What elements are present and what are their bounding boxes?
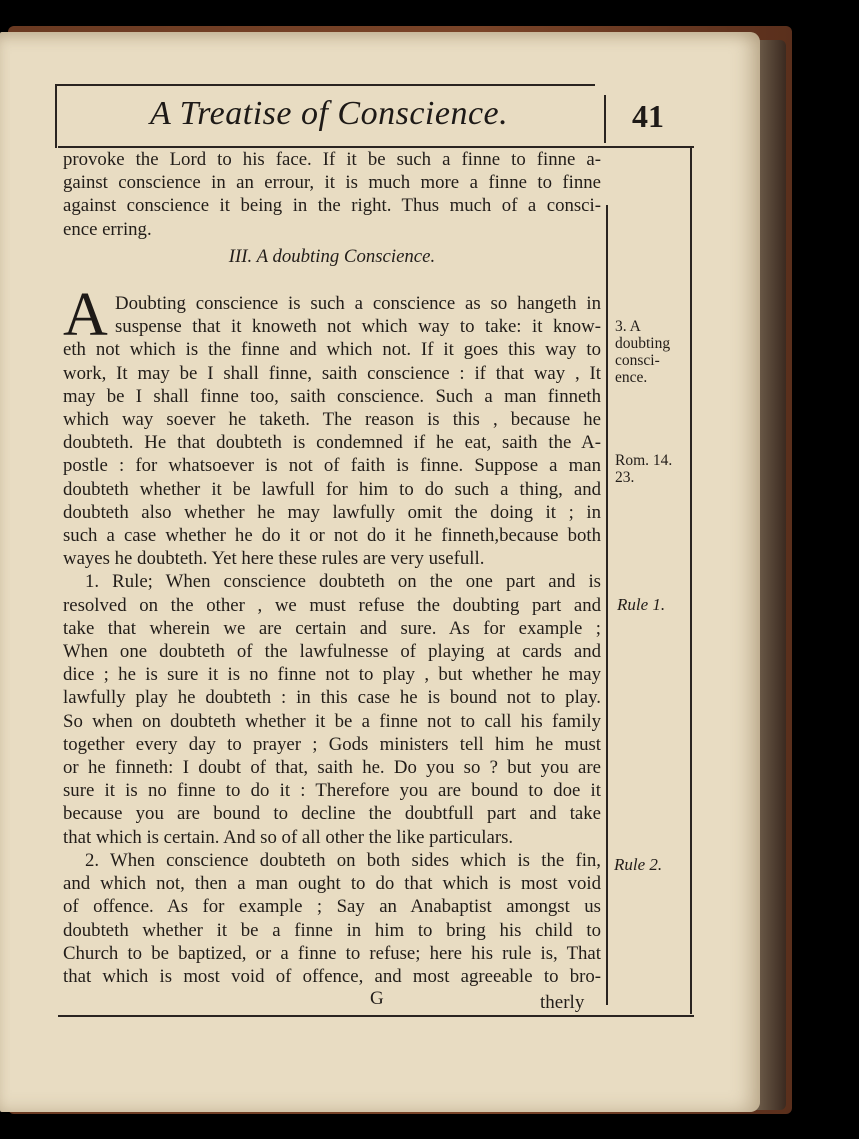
margin-note-rule-1: Rule 1. xyxy=(617,595,666,614)
text-line: doubteth. He that doubteth is condemned if he eat, saith the A- xyxy=(63,432,601,454)
text-line: wayes he doubteth. Yet here these rules are very usefull. xyxy=(63,548,485,570)
text-line: sure it is no finne to do it : Therefore you are bound to doe it xyxy=(63,780,601,802)
text-line: gainst conscience in an errour, it is much more a finne to finne xyxy=(63,172,601,194)
text-line: that which is certain. And so of all other the like particulars. xyxy=(63,826,514,848)
margin-note-line: ence. xyxy=(615,369,648,386)
text-line: work, It may be I shall finne, saith conscience : if that way , It xyxy=(63,362,601,384)
text-line: doubteth whether it be a finne in him to bring his child to xyxy=(63,919,601,941)
text-line: provoke the Lord to his face. If it be such a finne to finne a- xyxy=(63,149,601,170)
text-line: which way soever he taketh. The reason is this , because he xyxy=(63,409,601,431)
text-line: So when on doubteth whether it be a finne not to call his family xyxy=(63,710,601,732)
frame-bottom-rule xyxy=(58,1015,694,1017)
text-line: dice ; he is sure it is no finne not to play , but whether he may xyxy=(63,664,601,686)
text-line: 1. Rule; When conscience doubteth on the one part and is xyxy=(85,571,601,593)
text-line: against conscience it being in the right. Thus much of a consci- xyxy=(63,195,601,217)
text-line: such a case whether he do it or not do it he finneth,because both xyxy=(63,525,601,547)
text-line: doubteth also whether he may lawfully omit the doing it ; in xyxy=(63,501,601,523)
margin-note-romans xyxy=(615,452,672,486)
text-line: doubteth whether it be lawfull for him to do such a thing, and xyxy=(63,478,601,500)
page-number: 41 xyxy=(632,98,664,134)
text-line: Church to be baptized, or a finne to refuse; here his rule is, That xyxy=(63,942,601,964)
text-line: of offence. As for example ; Say an Anabaptist amongst us xyxy=(63,896,601,918)
header-top-rule xyxy=(55,84,595,86)
header-divider-rule xyxy=(604,95,606,143)
drop-cap-initial: A xyxy=(63,281,108,349)
running-title: A Treatise of Conscience. xyxy=(150,95,509,132)
margin-column-rule xyxy=(606,205,608,1005)
text-line: suspense that it knoweth not which way to take: it know- xyxy=(115,316,601,338)
text-line: postle : for whatsoever is not of faith is finne. Suppose a man xyxy=(63,455,601,477)
text-line: eth not which is the finne and which not. If it goes this way to xyxy=(63,339,601,361)
text-line: together every day to prayer ; Gods ministers tell him he must xyxy=(63,733,601,755)
main-text-block xyxy=(63,148,601,988)
catchword: therly xyxy=(540,992,585,1013)
text-line: ence erring. xyxy=(63,218,152,240)
text-line: lawfully play he doubteth : in this case he is bound not to play. xyxy=(63,687,601,709)
text-line: take that wherein we are certain and sure. As for example ; xyxy=(63,617,601,639)
margin-note-doubting xyxy=(615,318,670,386)
text-line: that which is most void of offence, and most agreeable to bro- xyxy=(63,965,601,987)
text-line: resolved on the other , we must refuse the doubting part and xyxy=(63,594,601,616)
margin-note-line: 3. A xyxy=(615,318,641,335)
text-line: may be I shall finne too, saith conscience. Such a man finneth xyxy=(63,385,601,407)
text-line: or he finneth: I doubt of that, saith he. Do you so ? but you are xyxy=(63,757,601,779)
margin-note-line: Rom. 14. xyxy=(615,452,673,469)
text-line: because you are bound to decline the doubtfull part and take xyxy=(63,803,601,825)
text-line: and which not, then a man ought to do that which is most void xyxy=(63,873,601,895)
signature-mark: G xyxy=(370,988,384,1009)
text-line: When one doubteth of the lawfulnesse of playing at cards and xyxy=(63,641,601,663)
frame-left-rule xyxy=(55,84,57,148)
margin-note-rule-2: Rule 2. xyxy=(614,855,663,874)
section-heading: III. A doubting Conscience. xyxy=(228,245,436,267)
text-line: 2. When conscience doubteth on both sides which is the fin, xyxy=(85,849,601,871)
frame-right-rule xyxy=(690,146,692,1014)
margin-note-line: 23. xyxy=(615,469,635,486)
margin-note-line: consci- xyxy=(615,352,660,369)
text-line: Doubting conscience is such a conscience as so hangeth in xyxy=(115,293,601,315)
margin-note-line: doubting xyxy=(615,335,671,352)
